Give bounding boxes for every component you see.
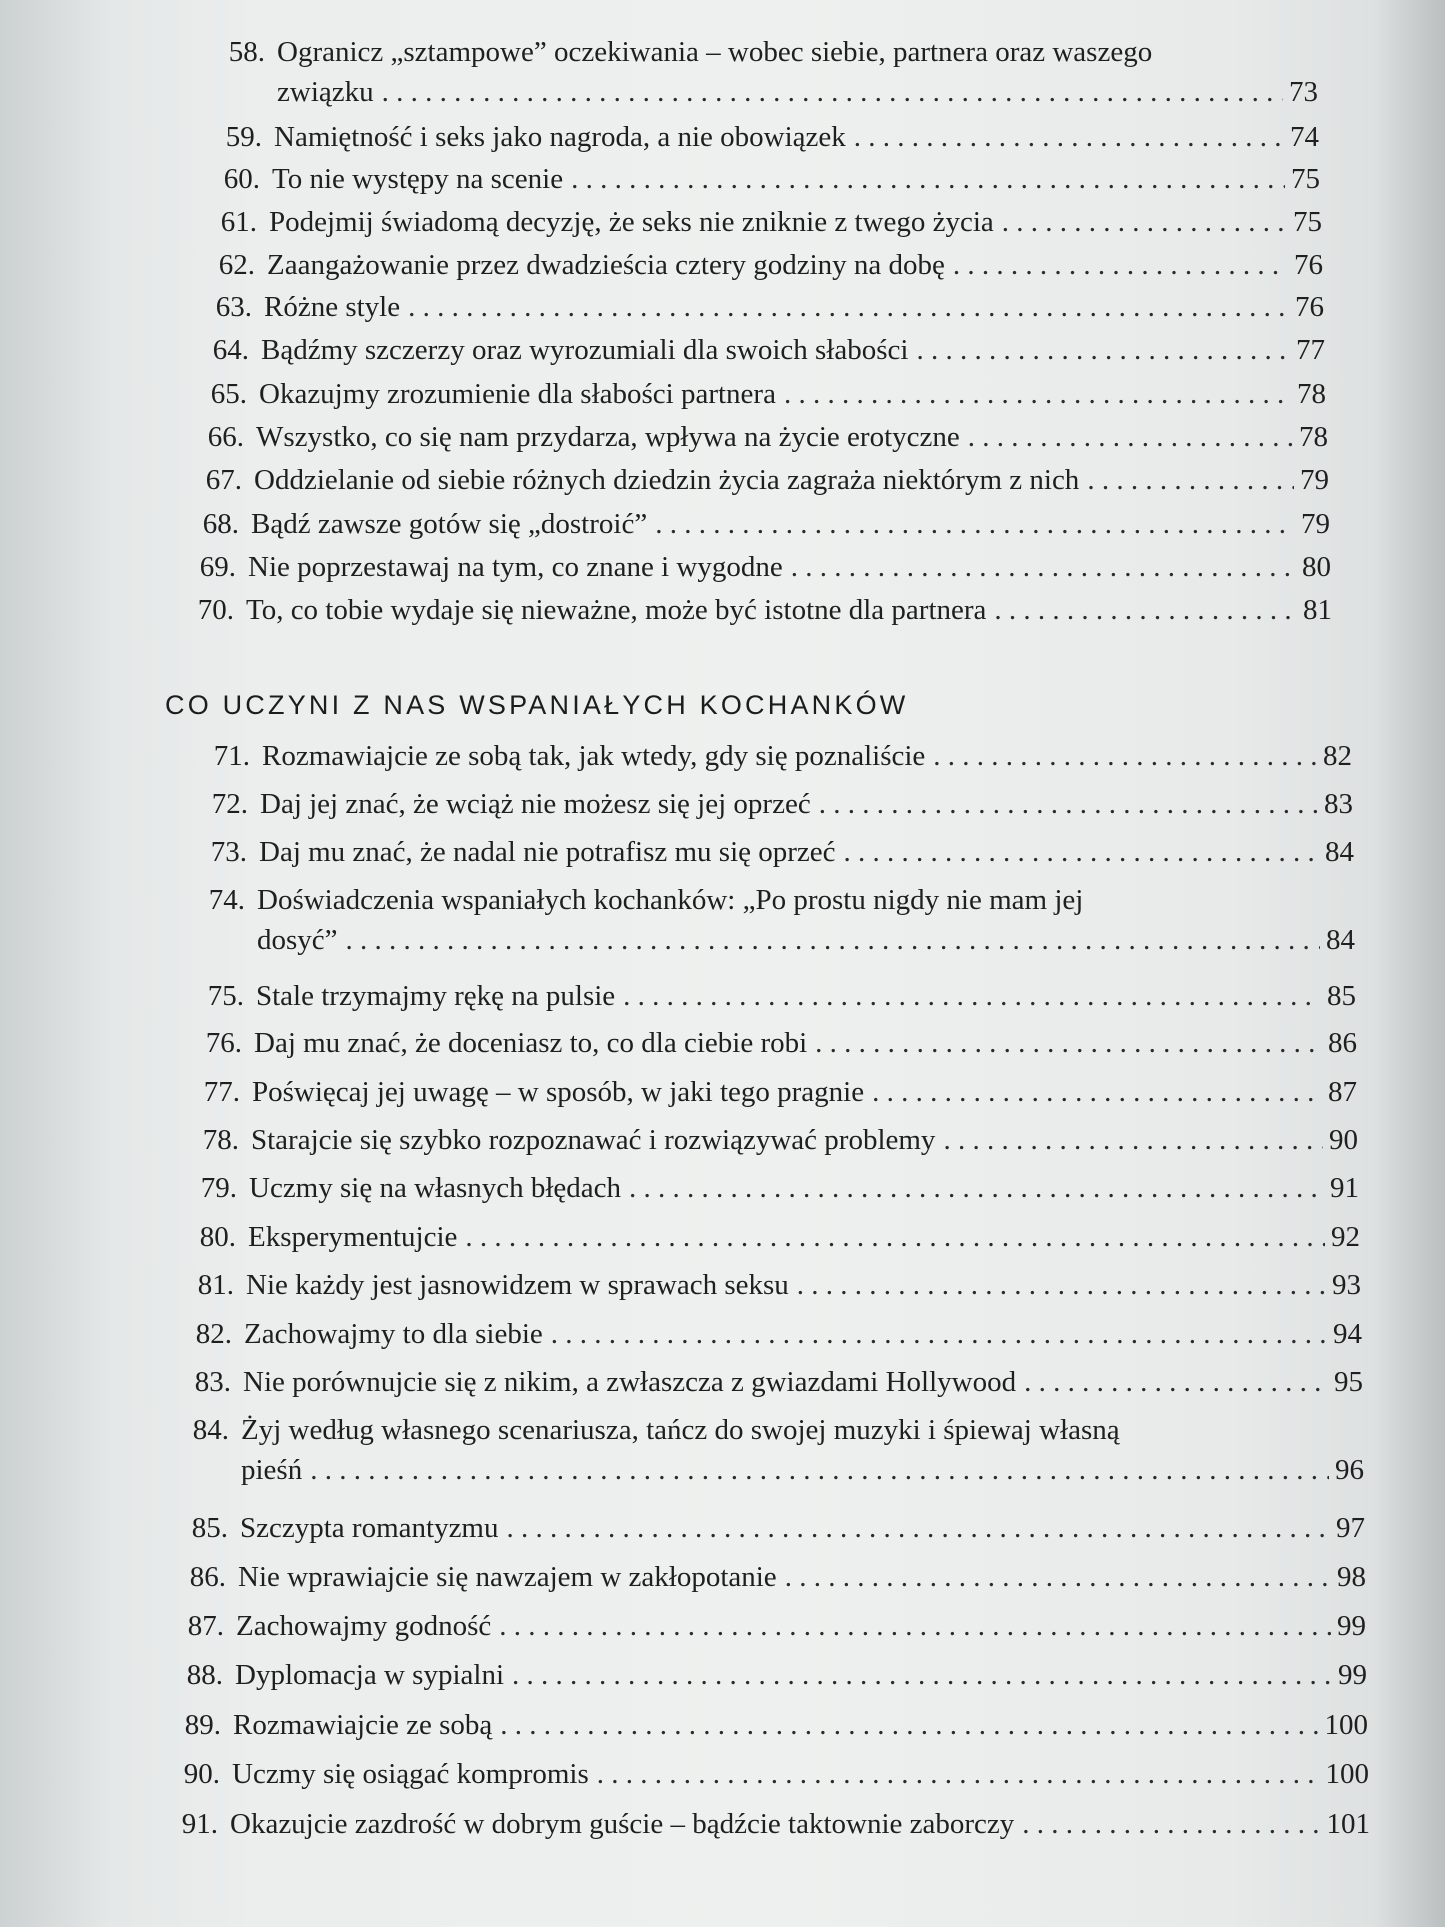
- toc-entry-title: Eksperymentujcie: [248, 1221, 458, 1253]
- toc-entry-title: Podejmij świadomą decyzję, że seks nie zniknie z twego życia: [269, 206, 994, 238]
- toc-entry-body: [267, 245, 1323, 285]
- toc-entry-number: 88.: [186, 1659, 223, 1691]
- toc-entry-body: [256, 976, 1356, 1016]
- toc-entry: [164, 1606, 1366, 1646]
- toc-entry: [184, 976, 1356, 1016]
- toc-entry-line: [256, 976, 1356, 1016]
- toc-entry-line: [230, 1804, 1370, 1844]
- toc-entry-page-number: 99: [1338, 1659, 1367, 1691]
- toc-entry-number: 72.: [211, 788, 248, 820]
- toc-entry: [190, 736, 1352, 776]
- dot-leader: [968, 417, 1293, 457]
- toc-entry-page-number: 75: [1293, 206, 1322, 238]
- toc-entry-title: Oddzielanie od siebie różnych dziedzin życia zagraża niektórym z nich: [254, 464, 1080, 496]
- toc-entry-body: [246, 590, 1332, 630]
- toc-entry-line: [248, 547, 1331, 587]
- toc-entry: [169, 1410, 1364, 1490]
- toc-entry-number: 67.: [205, 464, 242, 496]
- toc-entry-title: Stale trzymajmy rękę na pulsie: [256, 980, 616, 1012]
- toc-entry-number: 77.: [203, 1076, 240, 1108]
- toc-entry-line: [251, 504, 1330, 544]
- toc-entry: [195, 245, 1323, 285]
- toc-entry-line: [244, 1314, 1362, 1354]
- toc-entry-body: [236, 1606, 1366, 1646]
- toc-entry-number: 60.: [223, 163, 260, 195]
- toc-entry-number: 70.: [197, 594, 234, 626]
- dot-leader: [382, 72, 1283, 112]
- dot-leader: [1002, 202, 1287, 242]
- toc-entry-number: 73.: [210, 836, 247, 868]
- toc-entry: [205, 32, 1318, 112]
- toc-entry-body: [277, 32, 1318, 112]
- toc-entry: [179, 1120, 1358, 1160]
- toc-entry-body: [248, 547, 1331, 587]
- toc-entry-page-number: 81: [1303, 594, 1332, 626]
- toc-entry-body: [252, 1072, 1357, 1112]
- dot-leader: [346, 920, 1320, 960]
- toc-entry-page-number: 101: [1326, 1808, 1370, 1840]
- toc-entry-title: Daj mu znać, że nadal nie potrafisz mu się oprzeć: [259, 836, 836, 868]
- toc-entry-body: [249, 1168, 1359, 1208]
- toc-entry: [189, 330, 1325, 370]
- toc-entry-line: [246, 1265, 1361, 1305]
- toc-entry-title: Zachowajmy godność: [236, 1610, 492, 1642]
- toc-entry: [202, 117, 1319, 157]
- toc-entry: [161, 1705, 1368, 1745]
- dot-leader: [1024, 1362, 1328, 1402]
- toc-entry-title: Nie każdy jest jasnowidzem w sprawach seksu: [246, 1269, 789, 1301]
- dot-leader: [819, 784, 1318, 824]
- toc-entry-number: 76.: [205, 1027, 242, 1059]
- toc-entry-body: [264, 287, 1324, 327]
- dot-leader: [994, 590, 1297, 630]
- toc-entry-number: 79.: [200, 1172, 237, 1204]
- toc-entry-body: [259, 832, 1354, 872]
- dot-leader: [551, 1314, 1327, 1354]
- toc-entry-page-number: 85: [1327, 980, 1356, 1012]
- toc-entry-page-number: 99: [1337, 1610, 1366, 1642]
- toc-entry: [166, 1557, 1366, 1597]
- dot-leader: [854, 117, 1284, 157]
- toc-entry-line: [241, 1450, 1364, 1490]
- toc-entry-line: [261, 330, 1325, 370]
- toc-entry-number: 59.: [225, 121, 262, 153]
- toc-entry-page-number: 79: [1301, 508, 1330, 540]
- toc-entry-page-number: 94: [1333, 1318, 1362, 1350]
- toc-entry-line: [264, 287, 1324, 327]
- toc-entry: [180, 1072, 1357, 1112]
- toc-entry-title: To, co tobie wydaje się nieważne, może być istotne dla partnera: [246, 594, 987, 626]
- toc-entry: [192, 287, 1324, 327]
- toc-entry: [187, 374, 1326, 414]
- toc-entry-body: [254, 460, 1329, 500]
- dot-leader: [512, 1655, 1332, 1695]
- toc-entry-number: 74.: [208, 884, 245, 916]
- toc-entry-title: Nie wprawiajcie się nawzajem w zakłopotanie: [238, 1561, 777, 1593]
- toc-entry-page-number: 92: [1331, 1221, 1360, 1253]
- dot-leader: [655, 504, 1295, 544]
- dot-leader: [507, 1508, 1331, 1548]
- toc-entry-title-line: Ogranicz „sztampowe” oczekiwania – wobec siebie, partnera oraz waszego: [277, 36, 1153, 68]
- toc-entry: [187, 832, 1354, 872]
- dot-leader: [571, 159, 1285, 199]
- toc-entry-line: [259, 832, 1354, 872]
- toc-entry-title: To nie występy na scenie: [272, 163, 564, 195]
- toc-entry-line: [249, 1168, 1359, 1208]
- toc-entry-number: 89.: [184, 1709, 221, 1741]
- dot-leader: [499, 1606, 1331, 1646]
- toc-entry-title: Starajcie się szybko rozpoznawać i rozwiązywać problemy: [251, 1124, 936, 1156]
- dot-leader: [943, 1120, 1323, 1160]
- toc-entry-body: [238, 1557, 1366, 1597]
- toc-entry: [176, 547, 1331, 587]
- toc-entry-page-number: 84: [1325, 836, 1354, 868]
- toc-entry-line: [277, 72, 1318, 112]
- toc-entry-line: [252, 1072, 1357, 1112]
- toc-entry-body: [262, 736, 1352, 776]
- toc-entry-page-number: 100: [1325, 1758, 1369, 1790]
- toc-entry-page-number: 76: [1294, 249, 1323, 281]
- toc-entry-line: [248, 1217, 1360, 1257]
- toc-entry-line: [238, 1557, 1366, 1597]
- toc-entry-line: [251, 1120, 1358, 1160]
- toc-entry-body: [248, 1217, 1360, 1257]
- toc-entry-body: [230, 1804, 1370, 1844]
- toc-entry-body: [244, 1314, 1362, 1354]
- toc-entry-title: Daj mu znać, że doceniasz to, co dla ciebie robi: [254, 1027, 808, 1059]
- toc-entry-page-number: 86: [1328, 1027, 1357, 1059]
- toc-entry-body: [274, 117, 1319, 157]
- dot-leader: [953, 245, 1288, 285]
- toc-entry-page-number: 100: [1324, 1709, 1368, 1741]
- toc-entry-line: [260, 784, 1353, 824]
- toc-entry: [163, 1655, 1367, 1695]
- toc-entry: [184, 417, 1328, 457]
- toc-entry-title: Nie porównujcie się z nikim, a zwłaszcza z gwiazdami Hollywood: [243, 1366, 1017, 1398]
- toc-entry-page-number: 84: [1326, 924, 1355, 956]
- toc-entry: [200, 159, 1320, 199]
- dot-leader: [844, 832, 1319, 872]
- toc-entry-line: [274, 117, 1319, 157]
- toc-entry-page-number: 77: [1296, 334, 1325, 366]
- dot-leader: [629, 1168, 1324, 1208]
- toc-entry: [182, 460, 1329, 500]
- toc-entry: [176, 1217, 1360, 1257]
- toc-entry-title: Zachowajmy to dla siebie: [244, 1318, 543, 1350]
- toc-entry-number: 85.: [191, 1512, 228, 1544]
- toc-entry-page-number: 91: [1330, 1172, 1359, 1204]
- toc-entry-body: [259, 374, 1326, 414]
- toc-entry-line: [262, 736, 1352, 776]
- toc-entry: [160, 1754, 1369, 1794]
- toc-entry-title: Okazujcie zazdrość w dobrym guście – bądźcie taktownie zaborczy: [230, 1808, 1015, 1840]
- toc-entry-body: [235, 1655, 1367, 1695]
- toc-entry: [177, 1168, 1359, 1208]
- toc-entry-number: 71.: [213, 740, 250, 772]
- toc-entry: [174, 1265, 1361, 1305]
- toc-entry-number: 83.: [194, 1366, 231, 1398]
- dot-leader: [797, 1265, 1326, 1305]
- toc-entry-title: Dyplomacja w sypialni: [235, 1659, 505, 1691]
- toc-entry-body: [272, 159, 1320, 199]
- toc-entry-title: Uczmy się osiągać kompromis: [232, 1758, 589, 1790]
- toc-entry: [185, 880, 1355, 960]
- dot-leader: [623, 976, 1321, 1016]
- toc-entry: [179, 504, 1330, 544]
- toc-entry-line: [246, 590, 1332, 630]
- toc-entry-title: związku: [277, 76, 374, 108]
- toc-entry-body: [233, 1705, 1368, 1745]
- toc-entry-body: [261, 330, 1325, 370]
- dot-leader: [465, 1217, 1325, 1257]
- toc-entry-number: 82.: [195, 1318, 232, 1350]
- toc-entry-number: 90.: [183, 1758, 220, 1790]
- toc-entry: [172, 1314, 1362, 1354]
- toc-entry-body: [243, 1362, 1363, 1402]
- toc-entry-title: Namiętność i seks jako nagroda, a nie obowiązek: [274, 121, 846, 153]
- toc-entry-page-number: 75: [1291, 163, 1320, 195]
- toc-entry-body: [260, 784, 1353, 824]
- toc-entry-page-number: 79: [1300, 464, 1329, 496]
- toc-entry-page-number: 87: [1328, 1076, 1357, 1108]
- toc-entry-number: 84.: [192, 1414, 229, 1446]
- dot-leader: [933, 736, 1317, 776]
- toc-entry-number: 86.: [189, 1561, 226, 1593]
- dot-leader: [815, 1023, 1322, 1063]
- toc-entry-body: [232, 1754, 1369, 1794]
- toc-entry-line: [272, 159, 1320, 199]
- toc-entry-page-number: 78: [1297, 378, 1326, 410]
- toc-entry-title: Zaangażowanie przez dwadzieścia cztery godziny na dobę: [267, 249, 945, 281]
- toc-entry-body: [251, 1120, 1358, 1160]
- dot-leader: [791, 547, 1296, 587]
- dot-leader: [1022, 1804, 1320, 1844]
- toc-entry-line: [256, 417, 1328, 457]
- toc-entry-number: 80.: [199, 1221, 236, 1253]
- toc-entry-title: Poświęcaj jej uwagę – w sposób, w jaki tego pragnie: [252, 1076, 865, 1108]
- dot-leader: [785, 1557, 1331, 1597]
- dot-leader: [784, 374, 1291, 414]
- toc-entry-body: [240, 1508, 1365, 1548]
- toc-entry-number: 81.: [197, 1269, 234, 1301]
- toc-entry-title: Nie poprzestawaj na tym, co znane i wygodne: [248, 551, 783, 583]
- toc-entry: [171, 1362, 1363, 1402]
- toc-entry-page-number: 96: [1335, 1454, 1364, 1486]
- toc-entry-body: [257, 880, 1355, 960]
- toc-entry-line: [243, 1362, 1363, 1402]
- toc-entry-title: pieśń: [241, 1454, 303, 1486]
- dot-leader: [310, 1450, 1329, 1490]
- toc-entry-title: Bądź zawsze gotów się „dostroić”: [251, 508, 648, 540]
- toc-entry-page-number: 73: [1289, 76, 1318, 108]
- toc-entry-line: [259, 374, 1326, 414]
- toc-entry-page-number: 90: [1329, 1124, 1358, 1156]
- toc-entry-line: [236, 1606, 1366, 1646]
- toc-entry-number: 78.: [202, 1124, 239, 1156]
- toc-entry-title: Okazujmy zrozumienie dla słabości partnera: [259, 378, 776, 410]
- toc-entry-body: [241, 1410, 1364, 1490]
- toc-entry: [188, 784, 1353, 824]
- toc-entry-body: [256, 417, 1328, 457]
- toc-entry-page-number: 95: [1334, 1366, 1363, 1398]
- dot-leader: [916, 330, 1290, 370]
- toc-entry-title: Rozmawiajcie ze sobą: [233, 1709, 493, 1741]
- dot-leader: [1087, 460, 1294, 500]
- dot-leader: [408, 287, 1289, 327]
- toc-entry-number: 58.: [228, 36, 265, 68]
- toc-entry: [158, 1804, 1370, 1844]
- toc-entry-number: 68.: [202, 508, 239, 540]
- toc-entry-line: [269, 202, 1322, 242]
- toc-entry-title: Szczypta romantyzmu: [240, 1512, 499, 1544]
- toc-entry-line: [254, 460, 1329, 500]
- toc-entry-line: [235, 1655, 1367, 1695]
- toc-entry-title: Daj jej znać, że wciąż nie możesz się jej oprzeć: [260, 788, 811, 820]
- toc-entry-number: 75.: [207, 980, 244, 1012]
- toc-entry-number: 91.: [181, 1808, 218, 1840]
- toc-entry-page-number: 82: [1323, 740, 1352, 772]
- toc-entry-line: [240, 1508, 1365, 1548]
- toc-entry-page-number: 83: [1324, 788, 1353, 820]
- toc-entry-line: [232, 1754, 1369, 1794]
- toc-entry-page-number: 78: [1299, 421, 1328, 453]
- toc-entry-title: Rozmawiajcie ze sobą tak, jak wtedy, gdy się poznaliście: [262, 740, 926, 772]
- toc-entry-number: 64.: [212, 334, 249, 366]
- toc-entry-title-line: Żyj według własnego scenariusza, tańcz do swojej muzyki i śpiewaj własną: [241, 1414, 1120, 1446]
- toc-entry-body: [246, 1265, 1361, 1305]
- toc-entry: [168, 1508, 1365, 1548]
- toc-entry-number: 66.: [207, 421, 244, 453]
- toc-entry-line: [257, 920, 1355, 960]
- dot-leader: [500, 1705, 1318, 1745]
- toc-entry: [197, 202, 1322, 242]
- toc-entry-title: Wszystko, co się nam przydarza, wpływa na życie erotyczne: [256, 421, 960, 453]
- toc-entry-number: 87.: [187, 1610, 224, 1642]
- toc-entry-page-number: 80: [1302, 551, 1331, 583]
- toc-entry-number: 69.: [199, 551, 236, 583]
- toc-entry-title-line: Doświadczenia wspaniałych kochanków: „Po prostu nigdy nie mam jej: [257, 884, 1084, 916]
- dot-leader: [872, 1072, 1322, 1112]
- toc-entry-number: 65.: [210, 378, 247, 410]
- toc-entry-title: Bądźmy szczerzy oraz wyrozumiali dla swoich słabości: [261, 334, 909, 366]
- toc-entry-line: [254, 1023, 1357, 1063]
- toc-entry-body: [251, 504, 1330, 544]
- toc-entry-line: [233, 1705, 1368, 1745]
- toc-entry-number: 61.: [220, 206, 257, 238]
- toc-entry-line: [267, 245, 1323, 285]
- toc-entry-title: Różne style: [264, 291, 401, 323]
- toc-entry: [174, 590, 1332, 630]
- toc-entry-number: 63.: [215, 291, 252, 323]
- toc-entry-page-number: 74: [1290, 121, 1319, 153]
- toc-entry-title: Uczmy się na własnych błędach: [249, 1172, 622, 1204]
- toc-entry-page-number: 97: [1336, 1512, 1365, 1544]
- toc-entry-body: [269, 202, 1322, 242]
- toc-entry-page-number: 93: [1332, 1269, 1361, 1301]
- toc-entry-title: dosyć”: [257, 924, 338, 956]
- toc-entry-page-number: 98: [1337, 1561, 1366, 1593]
- toc-entry-page-number: 76: [1295, 291, 1324, 323]
- toc-entry-number: 62.: [218, 249, 255, 281]
- toc-entry: [182, 1023, 1357, 1063]
- dot-leader: [597, 1754, 1320, 1794]
- section-heading: CO UCZYNI Z NAS WSPANIAŁYCH KOCHANKÓW: [165, 690, 909, 720]
- toc-entry-body: [254, 1023, 1357, 1063]
